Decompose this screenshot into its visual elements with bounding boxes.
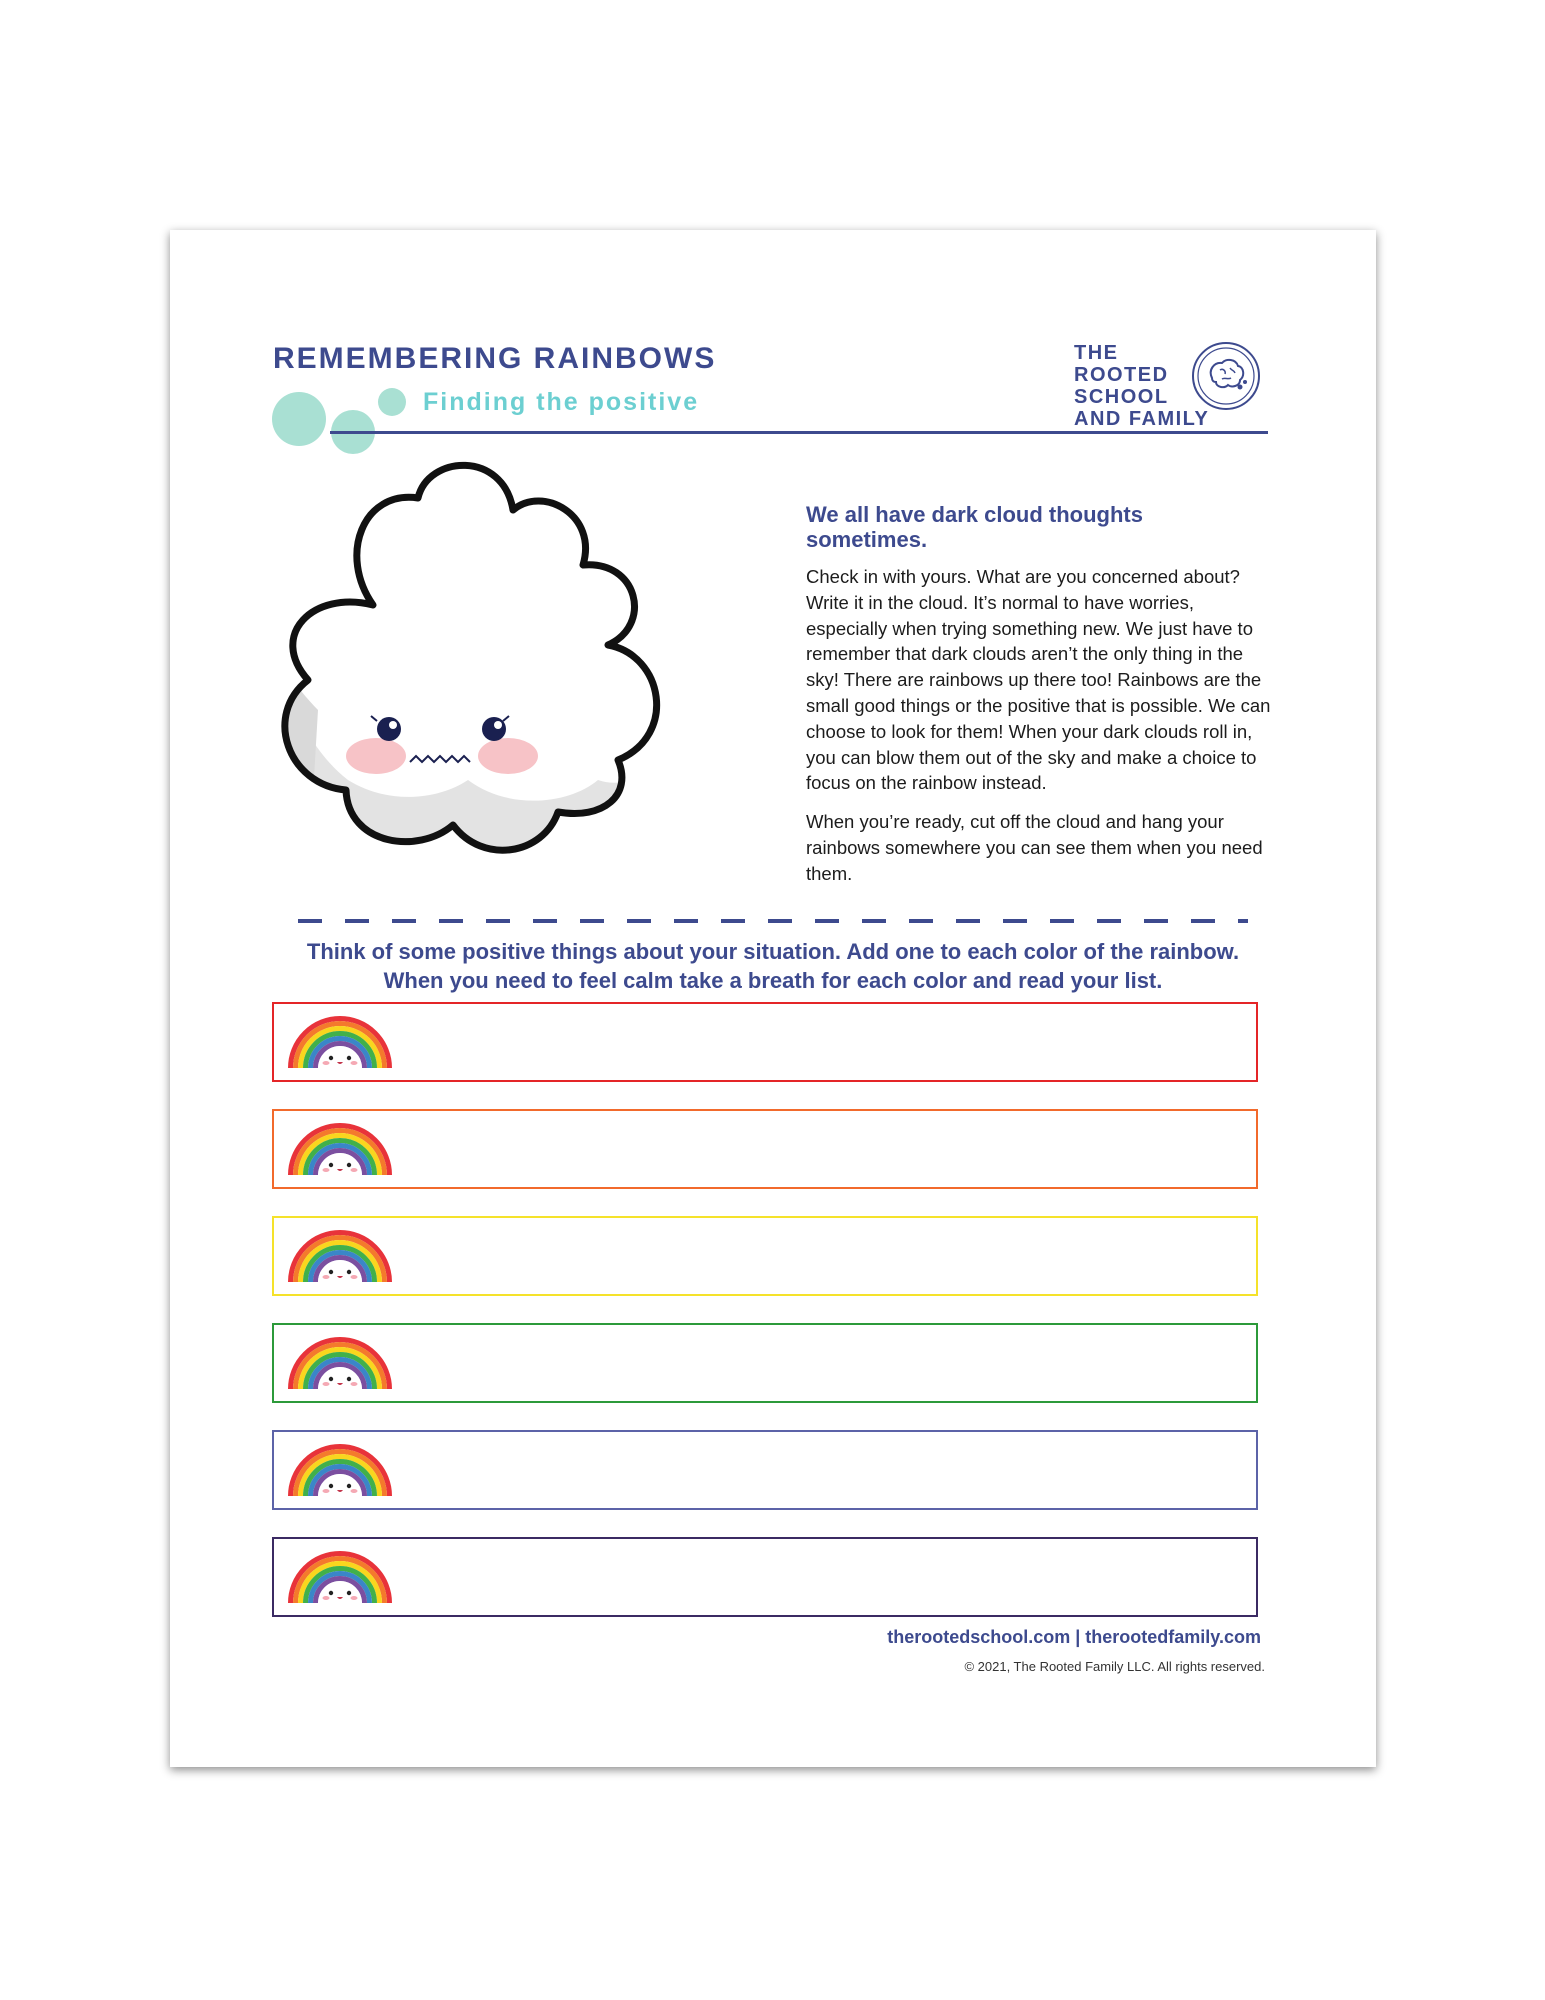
decorative-dot-large: [272, 392, 326, 446]
rainbow-entry-box[interactable]: [272, 1216, 1258, 1296]
intro-body: [806, 564, 1274, 900]
copyright: © 2021, The Rooted Family LLC. All rights reserved.: [964, 1659, 1265, 1674]
rainbow-icon: [288, 1335, 392, 1391]
rainbow-icon: [288, 1442, 392, 1498]
intro-heading: We all have dark cloud thoughts sometimes.: [806, 502, 1143, 552]
footer-links[interactable]: therootedschool.com | therootedfamily.com: [887, 1627, 1261, 1647]
instructions-line: When you need to feel calm take a breath for each color and read your list.: [383, 968, 1163, 993]
rainbow-entry-box[interactable]: [272, 1323, 1258, 1403]
rainbow-entry-box[interactable]: [272, 1109, 1258, 1189]
cloud-illustration: [268, 460, 788, 870]
instructions: [240, 937, 1306, 995]
instructions-line: Think of some positive things about your situation. Add one to each color of the rainbow.: [306, 939, 1240, 964]
rainbow-icon: [288, 1121, 392, 1177]
rainbow-icon: [288, 1549, 392, 1605]
brand-line: ROOTED: [1074, 364, 1169, 386]
intro-paragraph: Check in with yours. What are you concerned about? Write it in the cloud. It’s normal to have worries, especially when trying something new. We just have to remember that dark clouds aren’t the only thing in the sky! There are rainbows up there too! Rainbows are the small good things or the positive that is possible. We can choose to look for them! When your dark clouds roll in, you can blow them out of the sky and make a choice to focus on the rainbow instead.: [806, 566, 1271, 794]
rainbow-entry-box[interactable]: [272, 1002, 1258, 1082]
brand-line: AND FAMILY: [1074, 408, 1210, 430]
intro-paragraph: When you’re ready, cut off the cloud and hang your rainbows somewhere you can see them when you need them.: [806, 811, 1263, 884]
brand-line: THE: [1074, 342, 1119, 364]
rainbow-icon: [288, 1228, 392, 1284]
page-subtitle: Finding the positive: [423, 388, 700, 416]
rainbow-entry-box[interactable]: [272, 1430, 1258, 1510]
rainbow-icon: [288, 1014, 392, 1070]
page-title: REMEMBERING RAINBOWS: [273, 342, 717, 375]
cut-line: [298, 918, 1248, 924]
header-divider: [330, 431, 1268, 434]
brand-line: SCHOOL: [1074, 386, 1169, 408]
decorative-dot-small: [378, 388, 406, 416]
rainbow-entry-box[interactable]: [272, 1537, 1258, 1617]
brain-logo-icon: [1190, 340, 1262, 412]
